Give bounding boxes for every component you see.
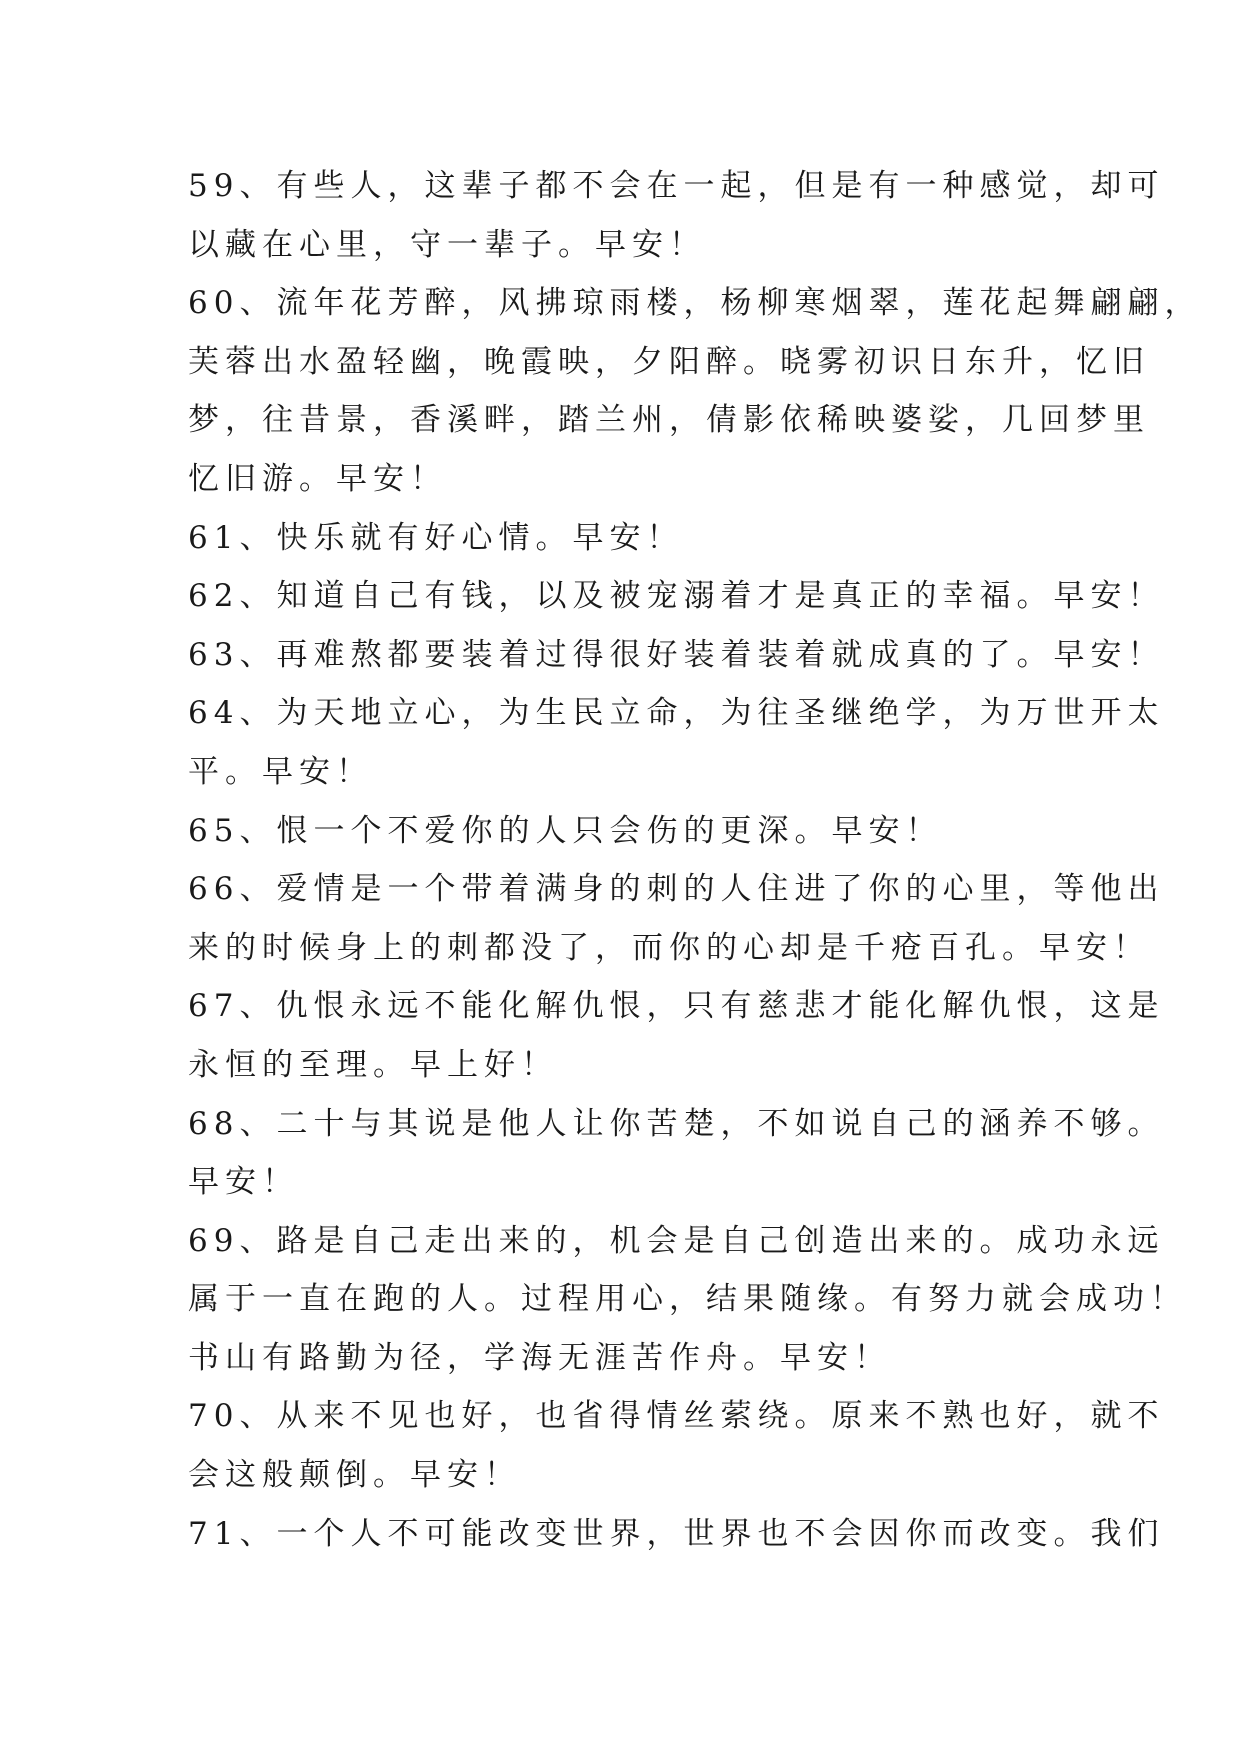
text-line: 61、快乐就有好心情。早安！ <box>188 519 684 556</box>
text-line: 59、有些人，这辈子都不会在一起，但是有一种感觉，却可 <box>188 168 1165 204</box>
text-line: 62、知道自己有钱，以及被宠溺着才是真正的幸福。早安！ <box>188 578 1165 615</box>
text-line: 60、流年花芳醉，风拂琼雨楼，杨柳寒烟翠，莲花起舞翩翩， <box>188 285 1202 322</box>
text-line: 永恒的至理。早上好！ <box>188 1046 558 1083</box>
text-line: 来的时候身上的刺都没了，而你的心却是千疮百孔。早安！ <box>188 929 1150 966</box>
text-line: 67、仇恨永远不能化解仇恨，只有慈悲才能化解仇恨，这是 <box>188 988 1165 1025</box>
text-line: 以藏在心里，守一辈子。早安！ <box>188 226 706 263</box>
text-line: 63、再难熬都要装着过得很好装着装着就成真的了。早安！ <box>188 636 1165 673</box>
text-line: 平。早安！ <box>188 753 373 790</box>
text-line: 71、一个人不可能改变世界，世界也不会因你而改变。我们 <box>188 1515 1165 1552</box>
text-line: 68、二十与其说是他人让你苦楚，不如说自己的涵养不够。 <box>188 1105 1165 1142</box>
text-line: 早安！ <box>188 1164 299 1201</box>
text-line: 梦，往昔景，香溪畔，踏兰州，倩影依稀映婆娑，几回梦里 <box>188 402 1150 439</box>
text-line: 69、路是自己走出来的，机会是自己创造出来的。成功永远 <box>188 1222 1165 1259</box>
text-line: 64、为天地立心，为生民立命，为往圣继绝学，为万世开太 <box>188 695 1165 732</box>
text-line: 70、从来不见也好，也省得情丝萦绕。原来不熟也好，就不 <box>188 1398 1165 1435</box>
text-line: 会这般颠倒。早安！ <box>188 1457 521 1494</box>
text-line: 66、爱情是一个带着满身的刺的人住进了你的心里，等他出 <box>188 871 1165 908</box>
text-line: 属于一直在跑的人。过程用心，结果随缘。有努力就会成功！ <box>188 1281 1187 1318</box>
text-line: 65、恨一个不爱你的人只会伤的更深。早安！ <box>188 812 943 849</box>
text-line: 书山有路勤为径，学海无涯苦作舟。早安！ <box>188 1339 891 1376</box>
text-line: 芙蓉出水盈轻幽，晚霞映，夕阳醉。晓雾初识日东升，忆旧 <box>188 343 1150 380</box>
text-line: 忆旧游。早安！ <box>188 460 447 497</box>
quote-text-block <box>188 157 1202 1563</box>
